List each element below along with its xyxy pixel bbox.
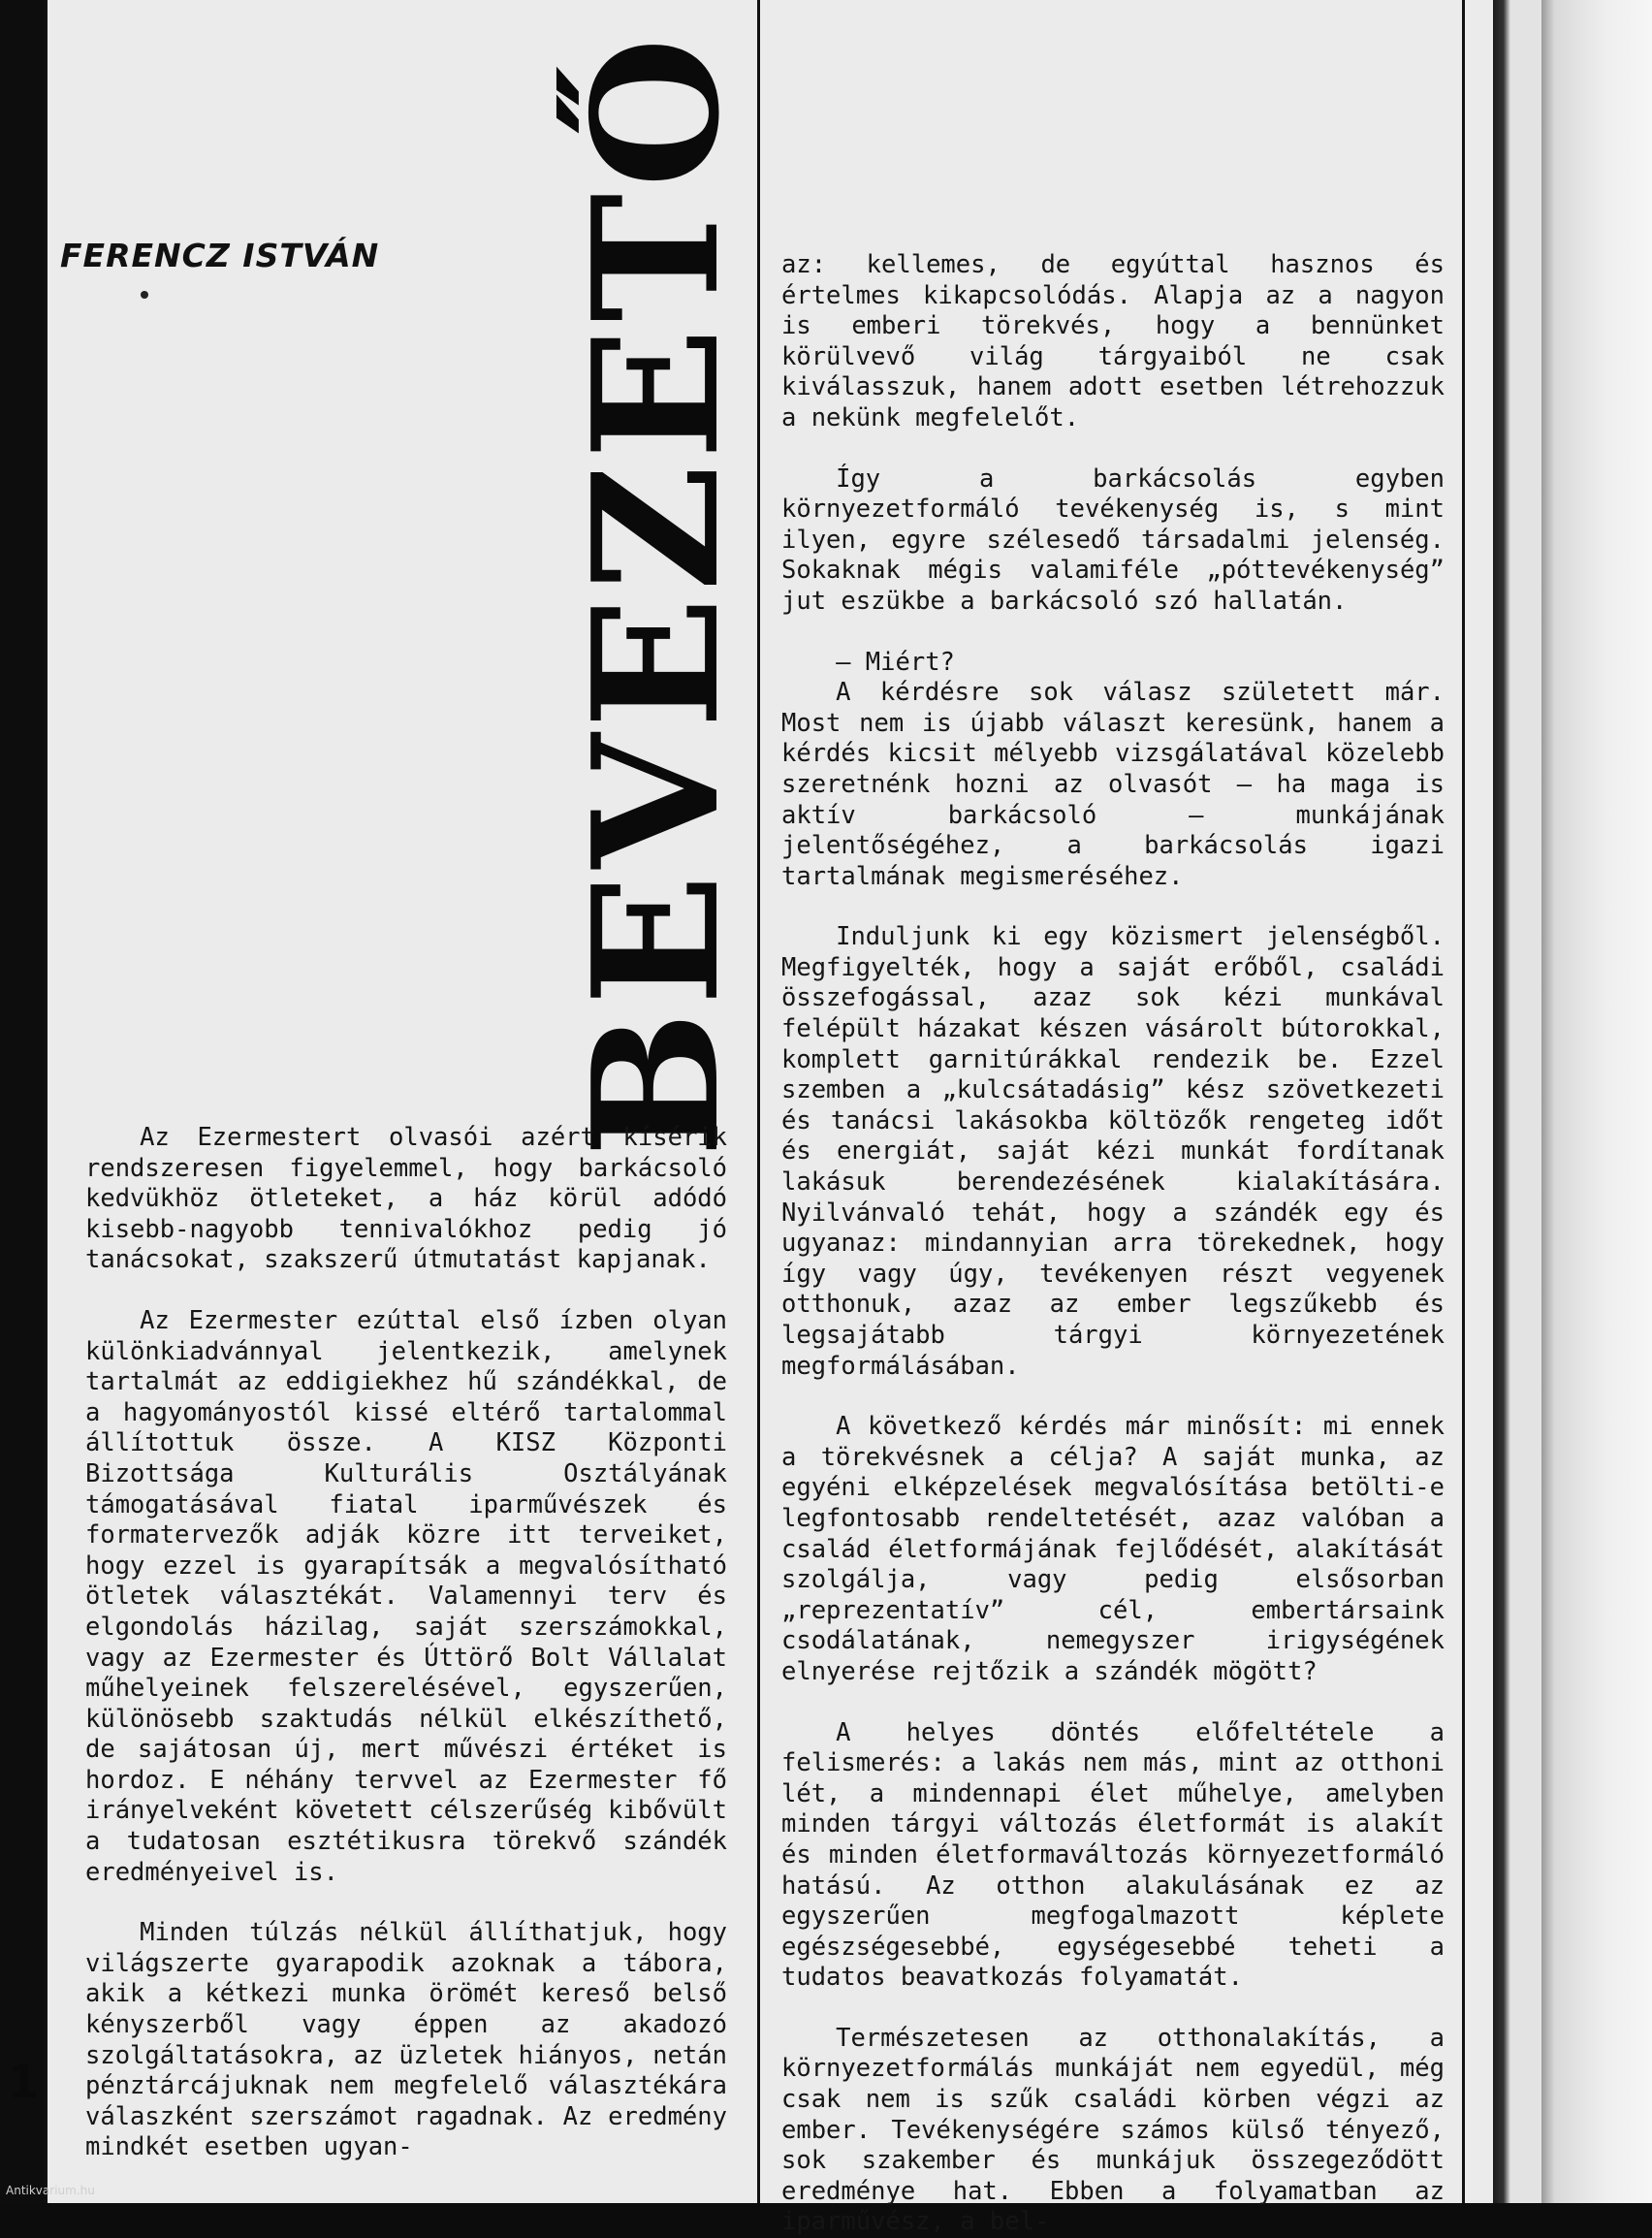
right-column-rule: [1462, 0, 1465, 2203]
paragraph: Így a barkácsolás egyben környezetformáló tevékenység is, s mint ilyen, egyre szélesedő társadalmi jelenség. Sokaknak mégis valamiféle „póttevékenység” jut eszükbe a barkácsoló szó hallatán.: [781, 464, 1445, 616]
watermark: Antikvarium.hu: [6, 2184, 95, 2197]
paragraph: Az Ezermester ezúttal első ízben olyan különkiadvánnyal jelentkezik, amelynek tartalmát az eddigiekhez hű szándékkal, de a hagyományostól kissé eltérő tartalommal állítottuk össze. A KISZ Központi Bizottsága Kulturális Osztályának támogatásával fiatal iparművészek és formatervezők adják közre itt terveiket, hogy ezzel is gyarapítsák a megvalósítható ötletek választékát. Valamennyi terv és elgondolás házilag, saját szerszámokkal, vagy az Ezermester és Úttörő Bolt Vállalat műhelyeinek felszerelésével, egyszerűen, különösebb szaktudás nélkül elkészíthető, de sajátosan új, mert művészi értéket is hordoz. E néhány tervvel az Ezermester fő irányelveként követett célszerűség kibővült a tudatosan esztétikusra törekvő szándék eredményeivel is.: [85, 1305, 727, 1887]
paragraph: Az Ezermestert olvasói azért kísérik rendszeresen figyelemmel, hogy barkácsoló kedvükhöz ötleteket, a ház körül adódó kisebb-nagyobb tennivalókhoz pedig jó tanácsokat, szakszerű útmutatást kapjanak.: [85, 1123, 727, 1275]
paragraph: Természetesen az otthonalakítás, a környezetformálás munkáját nem egyedül, még csak nem is szűk családi körben végzi az ember. Tevékenységére számos külső tényező, sok szakember és munkájuk összegeződött eredménye hat. Ebben a folyamatban az iparművész, a bel-: [781, 2023, 1445, 2237]
right-text-column: [781, 250, 1445, 2238]
title-container: [555, 31, 757, 1158]
author-name: FERENCZ ISTVÁN: [60, 237, 380, 274]
bullet-dot: [141, 291, 148, 299]
center-column-rule: [757, 0, 760, 2203]
paragraph: A kérdésre sok válasz született már. Most nem is újabb választ keresünk, hanem a kérdés kicsit mélyebb vizsgálatával közelebb szeretnénk hozni az olvasót — ha maga is aktív barkácsoló — munkájának jelentőségéhez, a barkácsolás igazi tartalmának megismeréséhez.: [781, 678, 1445, 891]
left-column-rule: [45, 0, 48, 2203]
paragraph: az: kellemes, de egyúttal hasznos és értelmes kikapcsolódás. Alapja az a nagyon is emberi törekvés, hogy a bennünket körülvevő világ tárgyaiból ne csak kiválasszuk, hanem adott esetben létrehozzuk a nekünk megfelelőt.: [781, 250, 1445, 432]
page-edge-background: [1541, 0, 1652, 2203]
paragraph: Induljunk ki egy közismert jelenségből. Megfigyelték, hogy a saját erőből, családi összefogással, azaz sok kézi munkával felépült házakat készen vásárolt bútorokkal, komplett garnitúrákkal rendezik be. Ezzel szemben a „kulcsátadásig” kész szövetkezeti és tanácsi lakásokba költözők rengeteg időt és energiát, saját kézi munkát fordítanak lakásuk berendezésének kialakítására. Nyilvánvaló tehát, hogy a szándék egy és ugyanaz: mindannyian arra törekednek, hogy így vagy úgy, tevékenyen részt vegyenek otthonuk, azaz az ember legszűkebb és legsajátabb tárgyi környezetének megformálásában.: [781, 922, 1445, 1381]
paragraph: — Miért?: [836, 647, 955, 677]
page-number: 1: [8, 2056, 40, 2108]
paragraph: A helyes döntés előfeltétele a felismerés: a lakás nem más, mint az otthoni lét, a mindennapi élet műhelye, amelyben minden tárgyi változás életformát is alakít és minden életformaváltozás környezetformáló hatású. Az otthon alakulásának ez az egyszerűen megfogalmazott képlete egészségesebbé, egységesebbé teheti a tudatos beavatkozás folyamatát.: [781, 1717, 1445, 1993]
paragraph: Minden túlzás nélkül állíthatjuk, hogy világszerte gyarapodik azoknak a tábora, akik a kétkezi munka örömét kereső belső kényszerből vagy éppen az akadozó szolgáltatásokra, az üzletek hiányos, netán pénztárcájuknak nem megfelelő választékára válaszként szerszámot ragadnak. Az eredmény mindkét esetben ugyan-: [85, 1918, 727, 2162]
article-title: BEVEZETŐ: [555, 31, 757, 1158]
left-text-column: [85, 1123, 727, 2163]
page-binding-shadow: [0, 0, 45, 2203]
paragraph: A következő kérdés már minősít: mi ennek a törekvésnek a célja? A saját munka, az egyéni elképzelések megvalósítása betölti-e legfontosabb rendeltetését, azaz valóban a család életformájának fejlődését, alakítását szolgálja, vagy pedig elsősorban „reprezentatív” cél, embertársaink csodálatának, nemegyszer irigységének elnyerése rejtőzik a szándék mögött?: [781, 1412, 1445, 1686]
